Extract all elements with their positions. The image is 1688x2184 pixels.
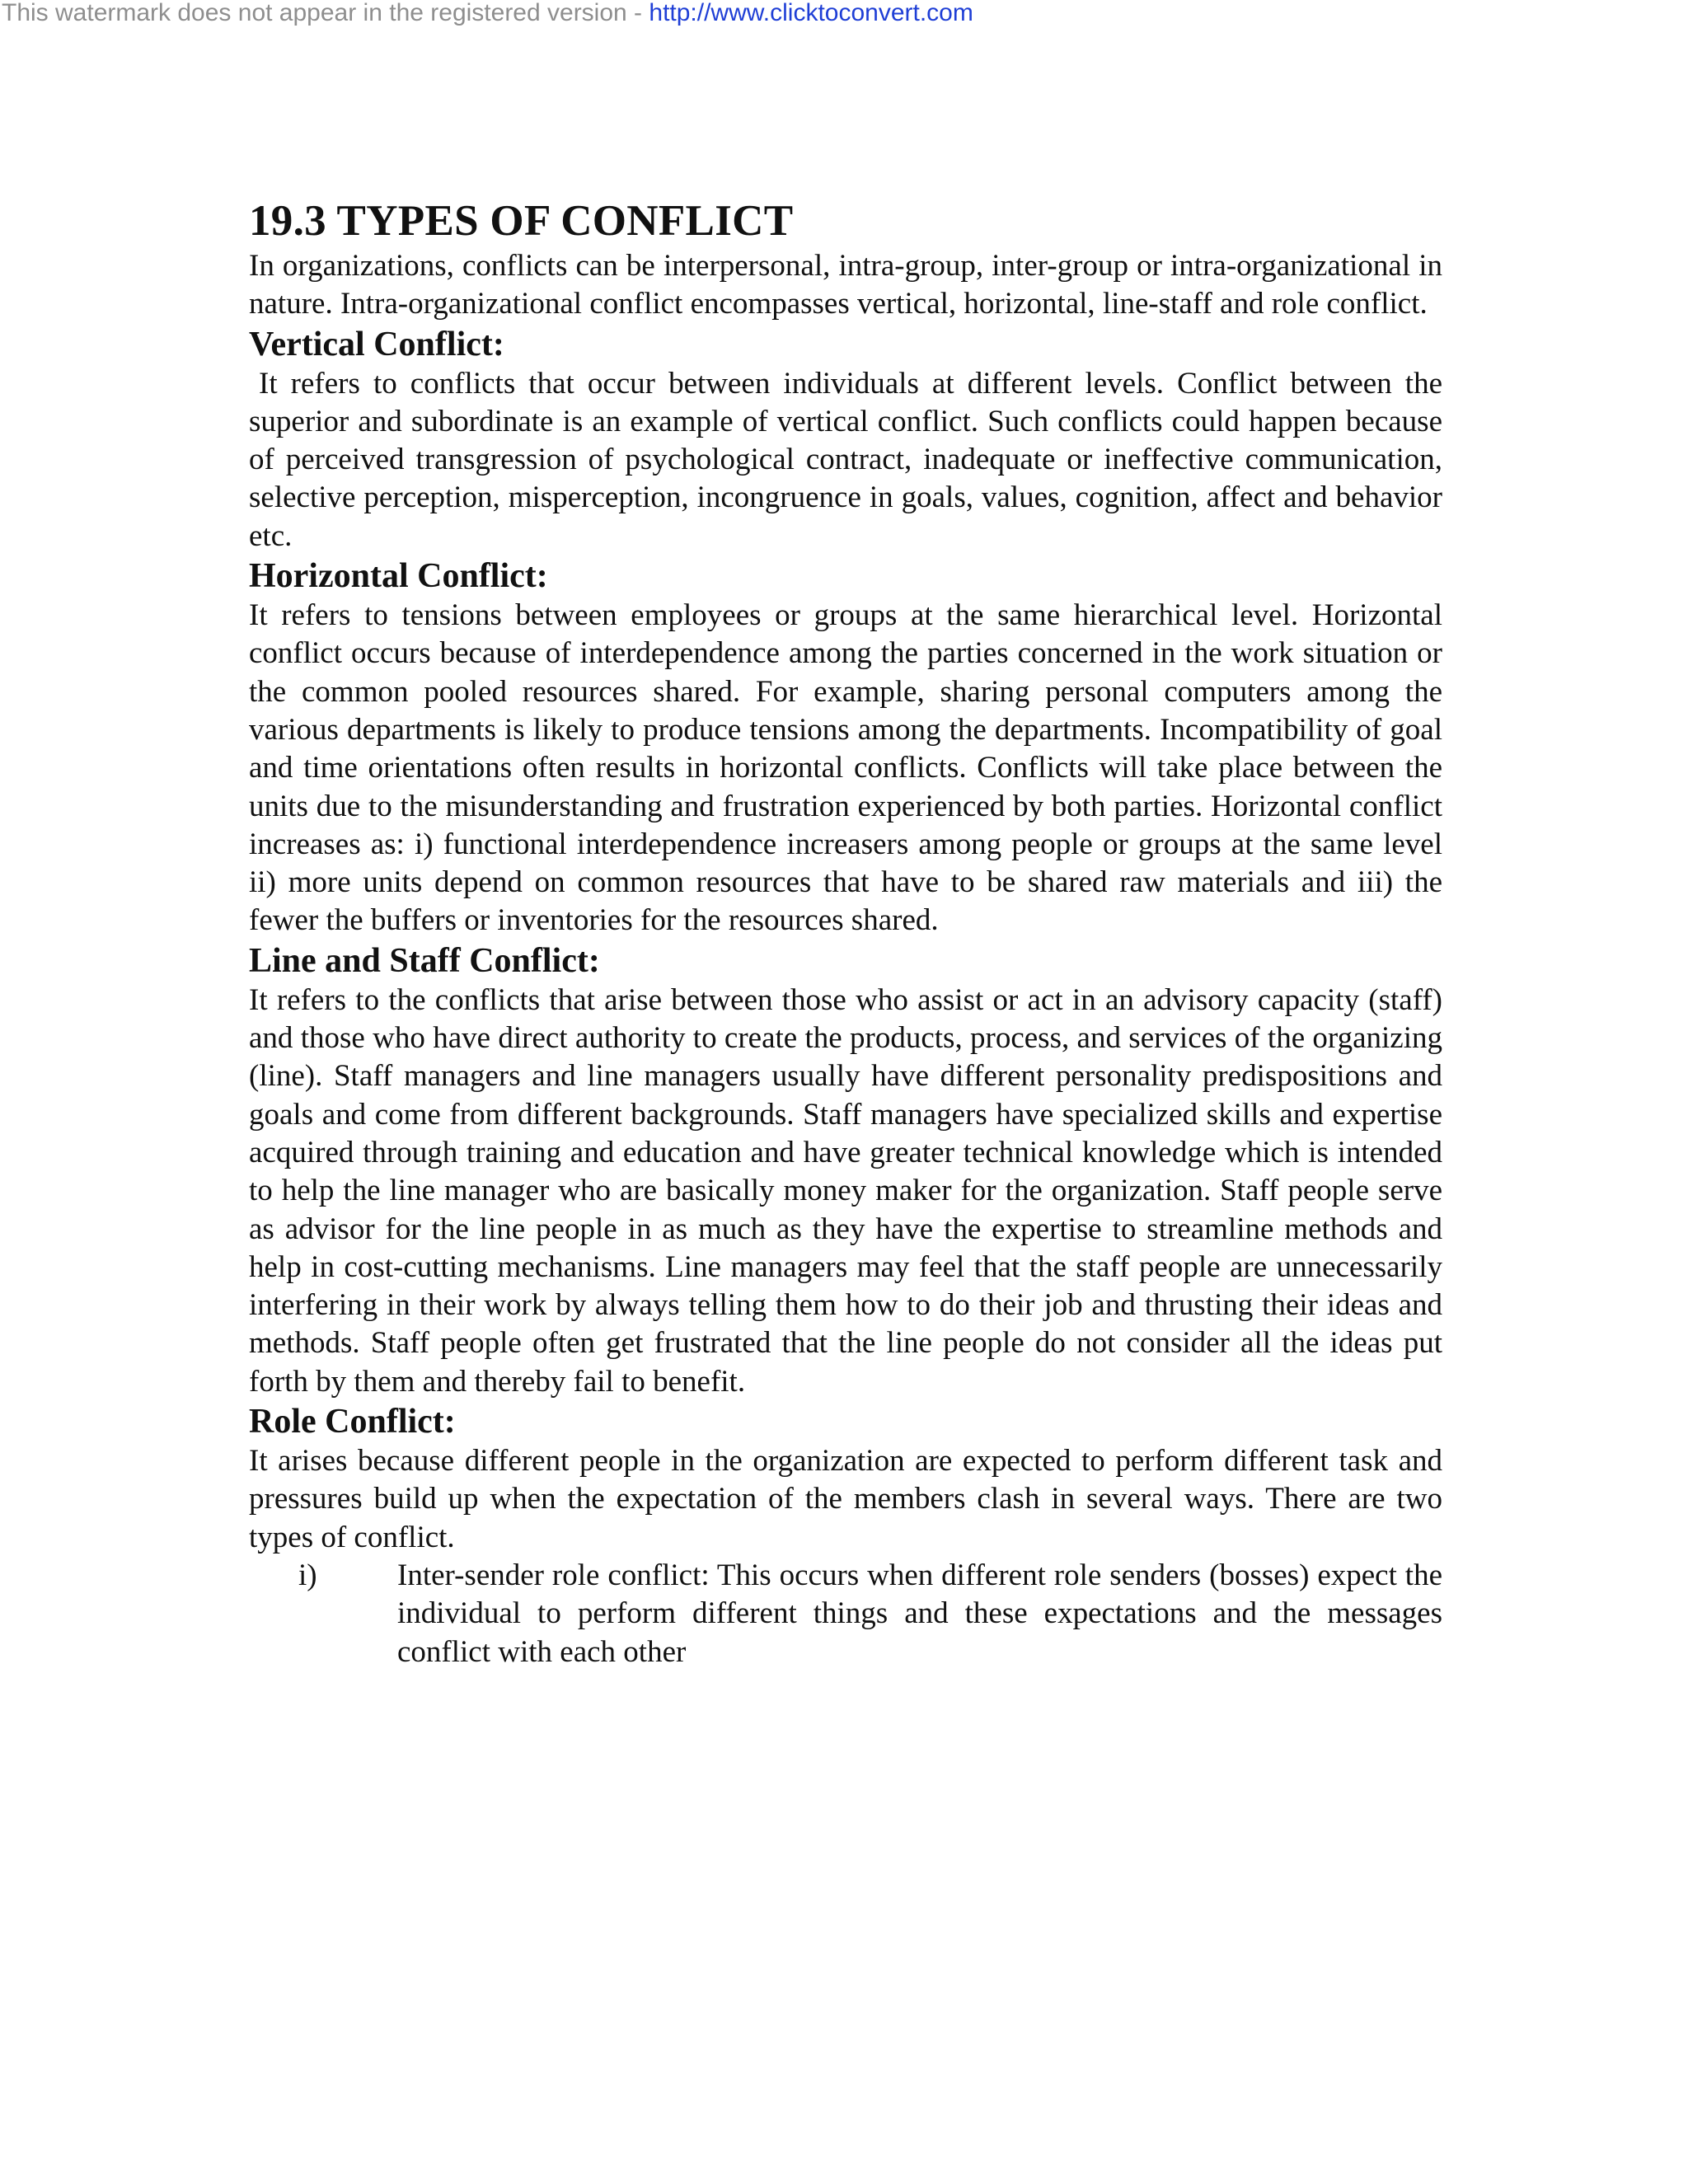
document-body xyxy=(249,194,1442,1671)
role-conflict-list xyxy=(249,1557,1442,1671)
list-marker: i) xyxy=(298,1558,317,1592)
section-heading-line-staff: Line and Staff Conflict: xyxy=(249,941,600,980)
section-body-horizontal: It refers to tensions between employees or groups at the same hierarchical level. Horizontal conflict occurs because of interdependence among the parties concerned in the work situation or the common pooled resources shared. For example, sharing personal computers among the various departments is likely to produce tensions among the departments. Incompatibility of goal and time orientations often results in horizontal conflicts. Conflicts will take place between the units due to the misunderstanding and frustration experienced by both parties. Horizontal conflict increases as: i) functional interdependence increasers among people or groups at the same level ii) more units depend on common resources that have to be shared raw materials and iii) the fewer the buffers or inventories for the resources shared. xyxy=(249,598,1442,938)
intro-paragraph: In organizations, conflicts can be interpersonal, intra-group, inter-group or intra-organizational in nature. Intra-organizational conflict encompasses vertical, horizontal, line-staff and role conflict. xyxy=(249,249,1442,321)
page-title: 19.3 TYPES OF CONFLICT xyxy=(249,197,794,245)
section-heading-vertical: Vertical Conflict: xyxy=(249,325,504,363)
list-item-text: Inter-sender role conflict: This occurs when different role senders (bosses) expect the individual to perform different things and these expectations and the messages conflict with each other xyxy=(397,1558,1442,1669)
watermark-link[interactable]: http://www.clicktoconvert.com xyxy=(649,0,973,26)
section-body-role: It arises because different people in the organization are expected to perform different task and pressures build up when the expectation of the members clash in several ways. There are two types of conflict. xyxy=(249,1444,1442,1554)
list-item xyxy=(249,1557,1442,1671)
watermark xyxy=(2,0,973,27)
section-body-vertical: It refers to conflicts that occur between individuals at different levels. Conflict between the superior and subordinate is an example of vertical conflict. Such conflicts could happen because of perceived transgression of psychological contract, inadequate or ineffective communication, selective perception, misperception, incongruence in goals, values, cognition, affect and behavior etc. xyxy=(249,366,1442,553)
watermark-text: This watermark does not appear in the registered version - xyxy=(2,0,649,26)
section-heading-horizontal: Horizontal Conflict: xyxy=(249,557,548,596)
section-heading-role: Role Conflict: xyxy=(249,1403,456,1441)
section-body-line-staff: It refers to the conflicts that arise between those who assist or act in an advisory capacity (staff) and those who have direct authority to create the products, process, and services of the organizing (line). Staff managers and line managers usually have different personality predispositions and goals and come from different backgrounds. Staff managers have specialized skills and expertise acquired through training and education and have greater technical knowledge which is intended to help the line manager who are basically money maker for the organization. Staff people serve as advisor for the line people in as much as they have the expertise to streamline methods and help in cost-cutting mechanisms. Line managers may feel that the staff people are unnecessarily interfering in their work by always telling them how to do their job and thrusting their ideas and methods. Staff people often get frustrated that the line people do not consider all the ideas put forth by them and thereby fail to benefit. xyxy=(249,982,1442,1399)
